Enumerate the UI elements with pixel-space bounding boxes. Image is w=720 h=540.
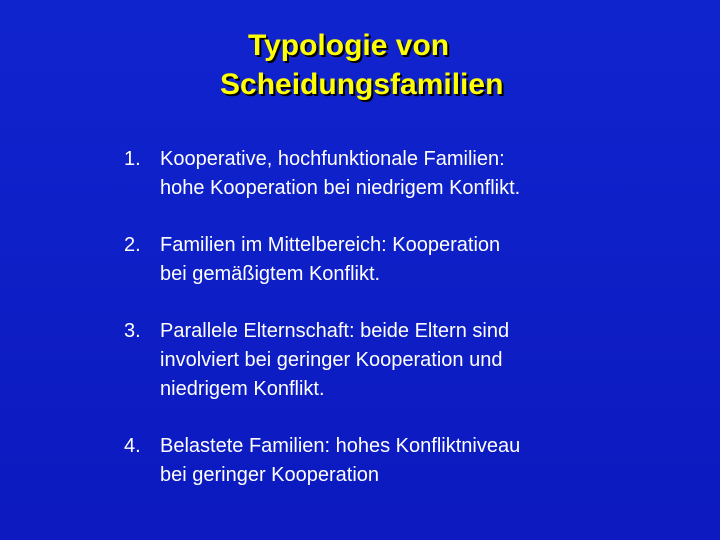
list-item-2	[124, 231, 684, 289]
numbered-list	[124, 145, 684, 518]
list-item-text-line: Familien im Mittelbereich: Kooperation	[160, 234, 501, 256]
list-item-text-line: involviert bei geringer Kooperation und	[160, 349, 503, 371]
list-item-text-line: niedrigem Konflikt.	[160, 378, 325, 400]
list-item-text-line: bei geringer Kooperation	[160, 464, 380, 486]
slide-title-line-1: Typologie von	[248, 29, 450, 62]
list-item-4	[124, 432, 684, 490]
list-item-text-line: Belastete Familien: hohes Konfliktniveau	[160, 435, 521, 457]
list-item-number: 3.	[124, 320, 141, 342]
list-item-number: 1.	[124, 148, 141, 170]
list-item-text-line: Kooperative, hochfunktionale Familien:	[160, 148, 505, 170]
list-item-number: 2.	[124, 234, 141, 256]
list-item-text-line: hohe Kooperation bei niedrigem Konflikt.	[160, 177, 521, 199]
list-item-number: 4.	[124, 435, 141, 457]
list-item-3	[124, 317, 684, 404]
slide-title-line-2: Scheidungsfamilien	[220, 68, 504, 101]
slide-title	[0, 0, 720, 120]
list-item-1	[124, 145, 684, 203]
list-item-text-line: Parallele Elternschaft: beide Eltern sind	[160, 320, 510, 342]
list-item-text-line: bei gemäßigtem Konflikt.	[160, 263, 381, 285]
